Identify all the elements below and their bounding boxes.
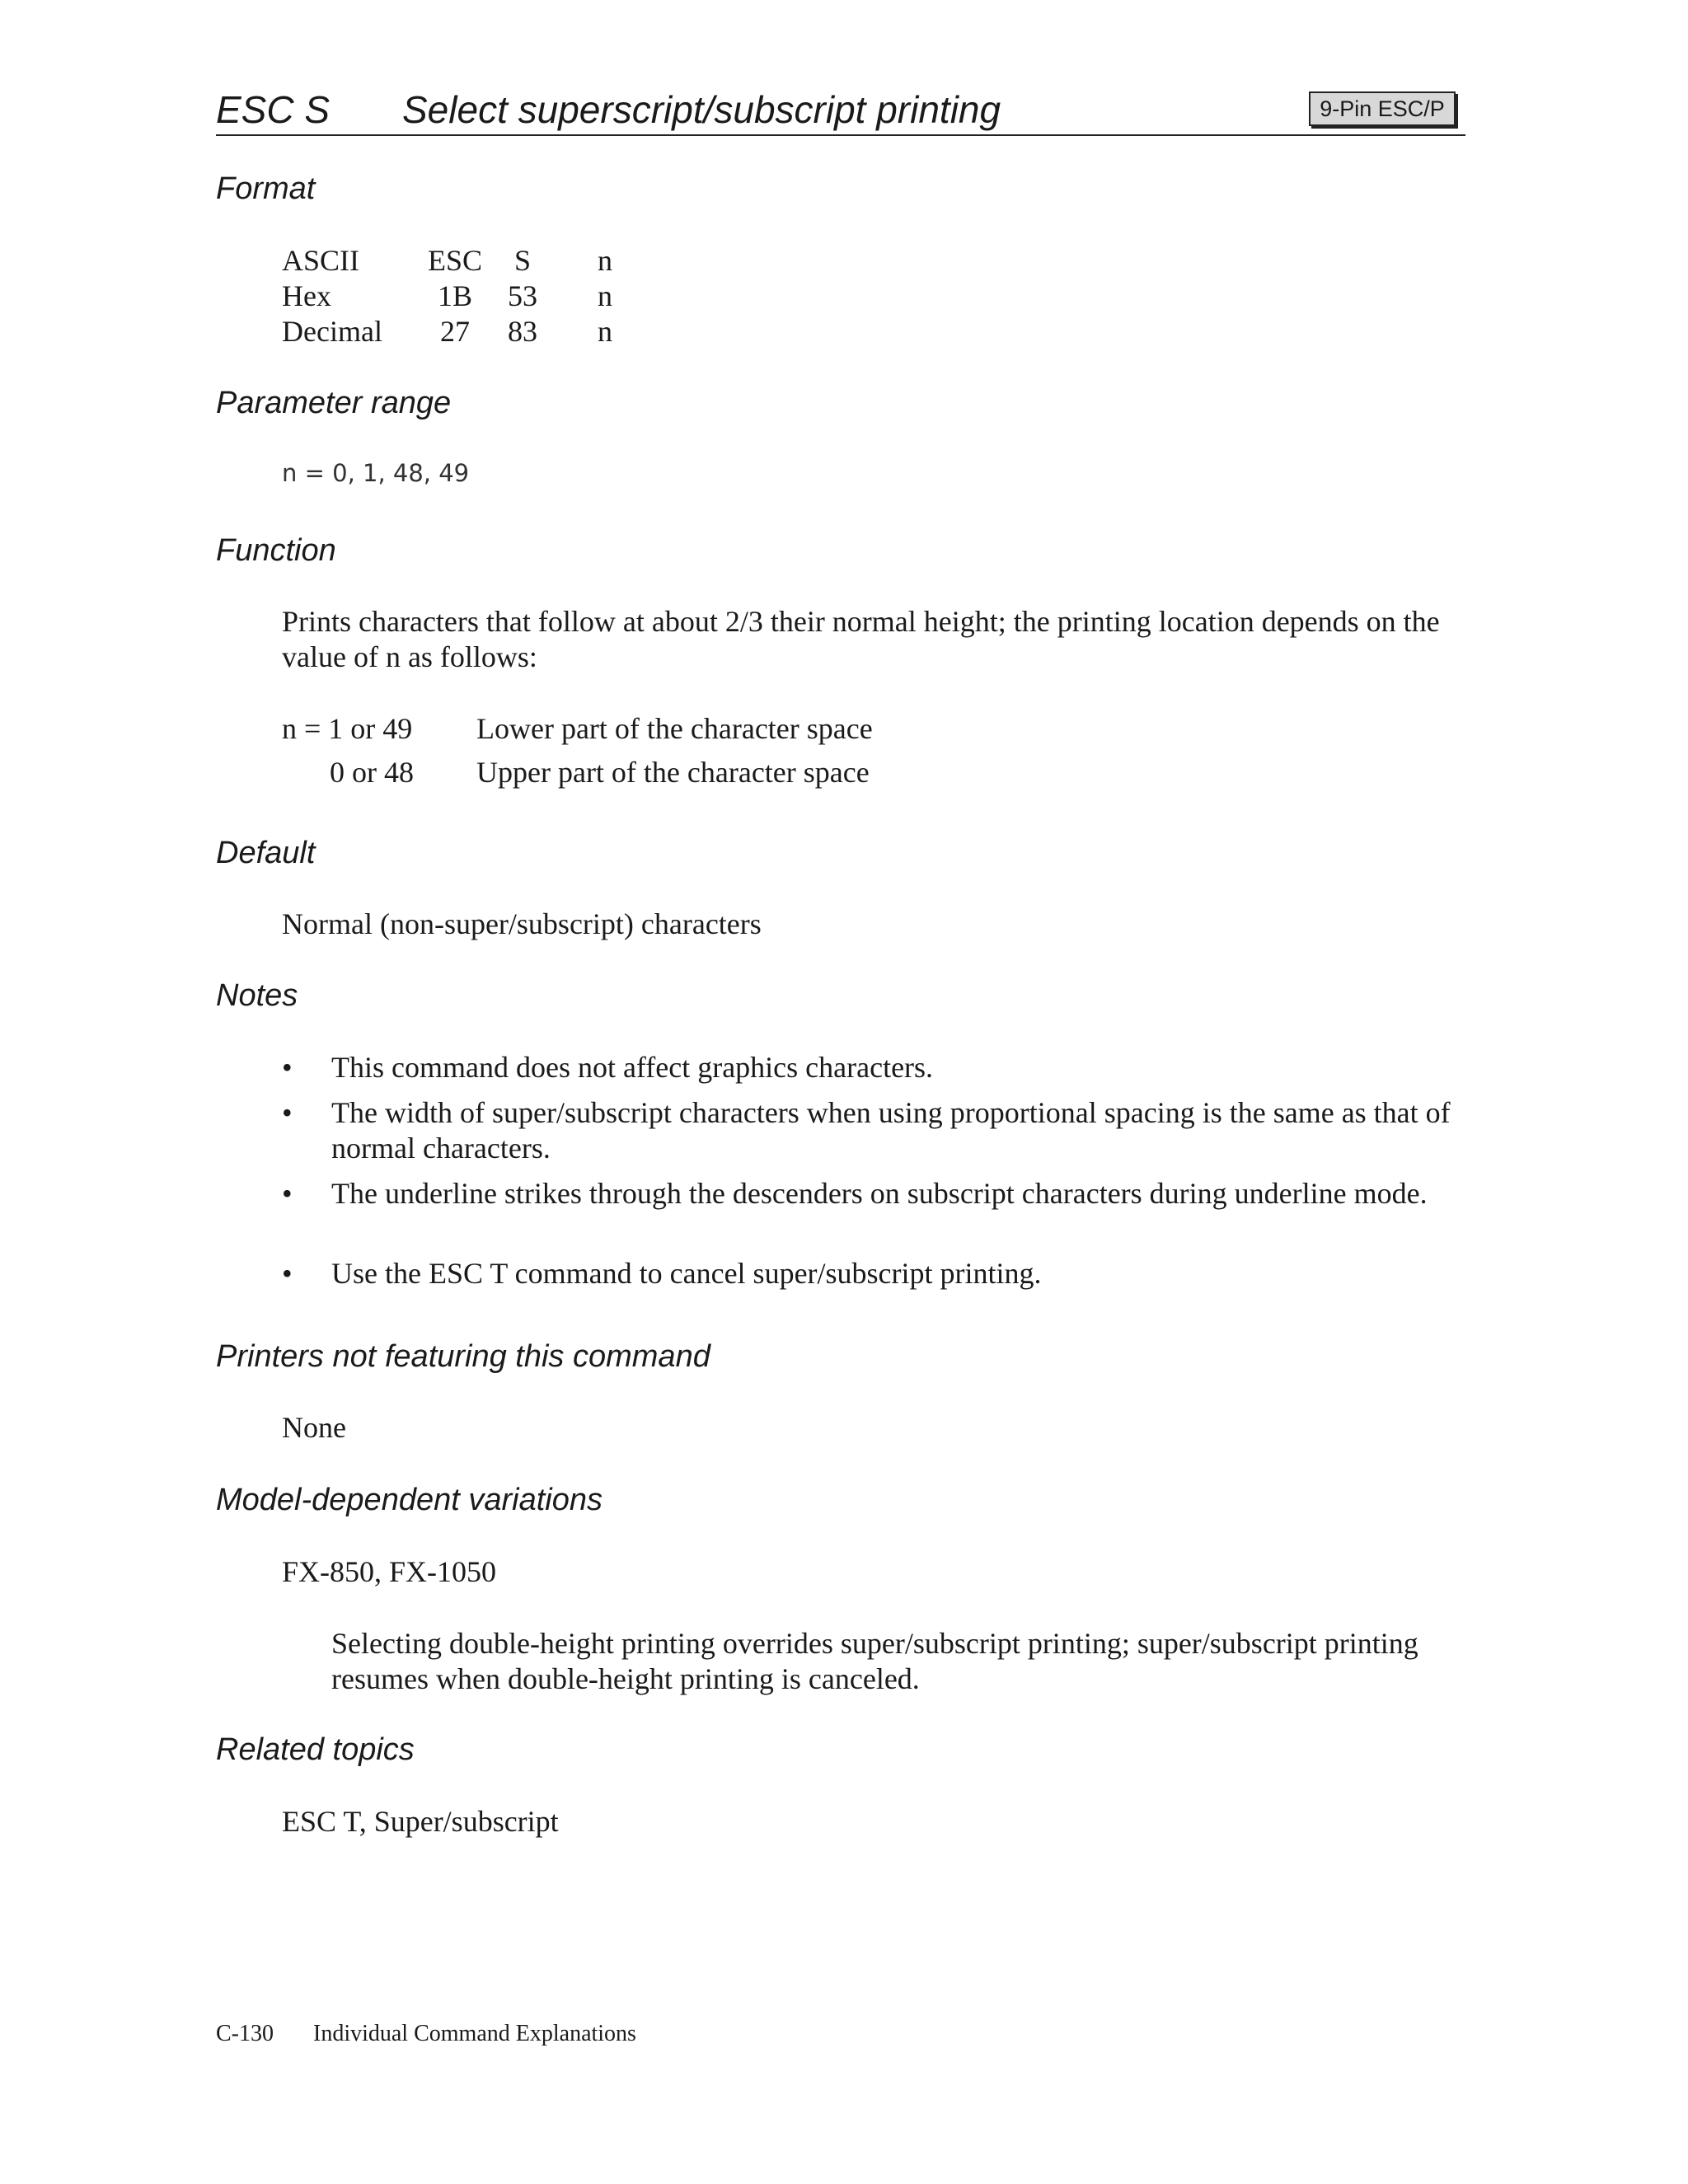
note-item: This command does not affect graphics characters.	[331, 1051, 934, 1084]
format-cell: 83	[508, 315, 537, 348]
format-cell: ESC	[427, 244, 483, 277]
format-cell: S	[513, 244, 532, 277]
related-topics-text: ESC T, Super/subscript	[282, 1805, 559, 1838]
note-item: The underline strikes through the descenders on subscript characters during underline mode.	[331, 1177, 1428, 1210]
bullet-icon: •	[282, 1177, 293, 1210]
bullet-icon: •	[282, 1257, 293, 1290]
function-value-desc: Lower part of the character space	[476, 712, 873, 745]
note-item: Use the ESC T command to cancel super/subscript printing.	[331, 1257, 1042, 1290]
default-text: Normal (non-super/subscript) characters	[282, 907, 762, 940]
format-label: ASCII	[282, 244, 360, 277]
model-list: FX-850, FX-1050	[282, 1555, 497, 1588]
function-text: Prints characters that follow at about 2/3 their normal height; the printing location depends on the value of n as follows:	[282, 605, 1440, 673]
format-cell: n	[598, 279, 612, 312]
related-topics-heading: Related topics	[216, 1732, 415, 1767]
function-heading: Function	[216, 533, 336, 568]
format-cell: n	[598, 315, 612, 348]
model-variations-heading: Model-dependent variations	[216, 1483, 603, 1517]
command-name: ESC S	[216, 88, 331, 131]
model-variation-text: Selecting double-height printing overrides super/subscript printing; super/subscript printing resumes when double-height printing is canceled.	[331, 1627, 1418, 1695]
format-heading: Format	[216, 171, 316, 206]
notes-heading: Notes	[216, 978, 298, 1013]
format-cell: n	[598, 244, 612, 277]
default-heading: Default	[216, 836, 316, 870]
format-cell: 1B	[437, 279, 472, 312]
parameter-range-heading: Parameter range	[216, 386, 452, 420]
function-value-desc: Upper part of the character space	[476, 756, 870, 789]
format-label: Hex	[282, 279, 331, 312]
function-value: 0 or 48	[330, 756, 414, 789]
bullet-icon: •	[282, 1096, 293, 1129]
format-cell: 27	[440, 315, 470, 348]
parameter-range-text: n = 0, 1, 48, 49	[282, 459, 470, 487]
printer-class-badge: 9-Pin ESC/P	[1309, 91, 1456, 126]
printers-not-featuring-heading: Printers not featuring this command	[216, 1339, 710, 1374]
format-cell: 53	[508, 279, 537, 312]
header-rule	[216, 134, 1465, 136]
printers-not-featuring-text: None	[282, 1411, 346, 1444]
footer-section-title: Individual Command Explanations	[313, 2021, 636, 2046]
format-label: Decimal	[282, 315, 382, 348]
page-title: Select superscript/subscript printing	[402, 88, 1001, 131]
page-number: C-130	[216, 2021, 274, 2046]
note-item: The width of super/subscript characters when using proportional spacing is the same as that of normal characters.	[331, 1096, 1451, 1165]
bullet-icon: •	[282, 1051, 293, 1084]
function-value: n = 1 or 49	[282, 712, 413, 745]
